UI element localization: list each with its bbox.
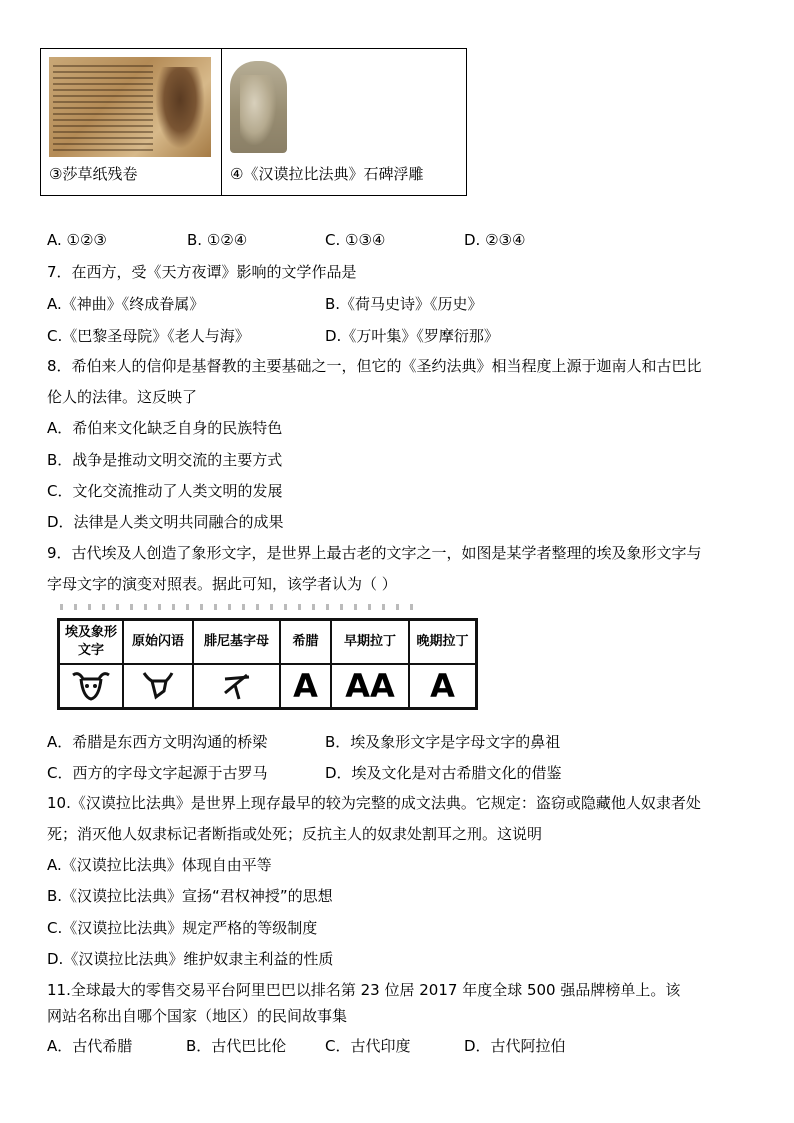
papyrus-image bbox=[49, 57, 211, 157]
q10-option-c: C.《汉谟拉比法典》规定严格的等级制度 bbox=[47, 919, 318, 937]
q9-stem-line1: 9．古代埃及人创造了象形文字，是世界上最古老的文字之一，如图是某学者整理的埃及象形文字与 bbox=[47, 544, 702, 562]
q11-option-d: D．古代阿拉伯 bbox=[464, 1037, 566, 1055]
q9-option-a: A．希腊是东西方文明沟通的桥梁 bbox=[47, 733, 268, 751]
q7-option-c: C.《巴黎圣母院》《老人与海》 bbox=[47, 327, 250, 345]
header-proto-semitic: 原始闪语 bbox=[124, 621, 194, 663]
image-table bbox=[40, 48, 467, 196]
stele-image bbox=[230, 61, 287, 153]
late-latin-a: A bbox=[410, 663, 475, 707]
q11-option-a: A．古代希腊 bbox=[47, 1037, 133, 1055]
header-phoenician: 腓尼基字母 bbox=[194, 621, 281, 663]
q6-option-c: C. ①③④ bbox=[325, 231, 386, 249]
q6-option-a: A. ①②③ bbox=[47, 231, 107, 249]
q7-option-a: A.《神曲》《终成眷属》 bbox=[47, 295, 205, 313]
q10-stem-line1: 10.《汉谟拉比法典》是世界上现存最早的较为完整的成文法典。它规定：盗窃或隐藏他人奴隶者处 bbox=[47, 794, 701, 812]
q11-stem-line2: 网站名称出自哪个国家（地区）的民间故事集 bbox=[47, 1007, 348, 1025]
q11-option-c: C．古代印度 bbox=[325, 1037, 411, 1055]
ox-head-hieroglyph-icon bbox=[60, 663, 124, 707]
q9-option-c: C．西方的字母文字起源于古罗马 bbox=[47, 764, 268, 782]
header-late-latin: 晚期拉丁 bbox=[416, 634, 469, 649]
stele-caption: ④《汉谟拉比法典》石碑浮雕 bbox=[230, 165, 424, 183]
header-greek: 希腊 bbox=[281, 621, 332, 663]
q7-option-b: B.《荷马史诗》《历史》 bbox=[325, 295, 483, 313]
q11-stem-line1: 11.全球最大的零售交易平台阿里巴巴以排名第 23 位居 2017 年度全球 500 强品牌榜单上。该 bbox=[47, 981, 681, 999]
q8-stem-line2: 伦人的法律。这反映了 bbox=[47, 388, 198, 406]
q9-option-d: D．埃及文化是对古希腊文化的借鉴 bbox=[325, 764, 562, 782]
phoenician-aleph-icon bbox=[194, 663, 281, 707]
q8-option-d: D．法律是人类文明共同融合的成果 bbox=[47, 513, 284, 531]
table-divider bbox=[221, 49, 222, 195]
q10-option-d: D.《汉谟拉比法典》维护奴隶主利益的性质 bbox=[47, 950, 334, 968]
q8-stem-line1: 8．希伯来人的信仰是基督教的主要基础之一，但它的《圣约法典》相当程度上源于迦南人和古巴比 bbox=[47, 357, 702, 375]
q10-stem-line2: 死；消灭他人奴隶标记者断指或处死；反抗主人的奴隶处割耳之刑。这说明 bbox=[47, 825, 543, 843]
q8-option-a: A．希伯来文化缺乏自身的民族特色 bbox=[47, 419, 283, 437]
scan-artifact bbox=[60, 604, 420, 610]
header-early-latin: 早期拉丁 bbox=[332, 621, 410, 663]
q10-option-a: A.《汉谟拉比法典》体现自由平等 bbox=[47, 856, 272, 874]
q6-option-b: B. ①②④ bbox=[187, 231, 248, 249]
papyrus-caption: ③莎草纸残卷 bbox=[49, 165, 138, 183]
q7-option-d: D.《万叶集》《罗摩衍那》 bbox=[325, 327, 499, 345]
q8-option-b: B．战争是推动文明交流的主要方式 bbox=[47, 451, 283, 469]
script-evolution-table bbox=[57, 618, 478, 710]
early-latin-a: AA bbox=[332, 663, 410, 707]
greek-alpha: A bbox=[281, 663, 332, 707]
q11-option-b: B．古代巴比伦 bbox=[186, 1037, 287, 1055]
q7-stem: 7．在西方，受《天方夜谭》影响的文学作品是 bbox=[47, 263, 357, 281]
q9-stem-line2: 字母文字的演变对照表。据此可知，该学者认为（ ） bbox=[47, 575, 397, 593]
q6-option-d: D. ②③④ bbox=[464, 231, 526, 249]
header-egyptian: 埃及象形文字 bbox=[60, 621, 124, 663]
q10-option-b: B.《汉谟拉比法典》宣扬“君权神授”的思想 bbox=[47, 887, 333, 905]
proto-semitic-aleph-icon bbox=[124, 663, 194, 707]
q9-option-b: B．埃及象形文字是字母文字的鼻祖 bbox=[325, 733, 561, 751]
q8-option-c: C．文化交流推动了人类文明的发展 bbox=[47, 482, 283, 500]
